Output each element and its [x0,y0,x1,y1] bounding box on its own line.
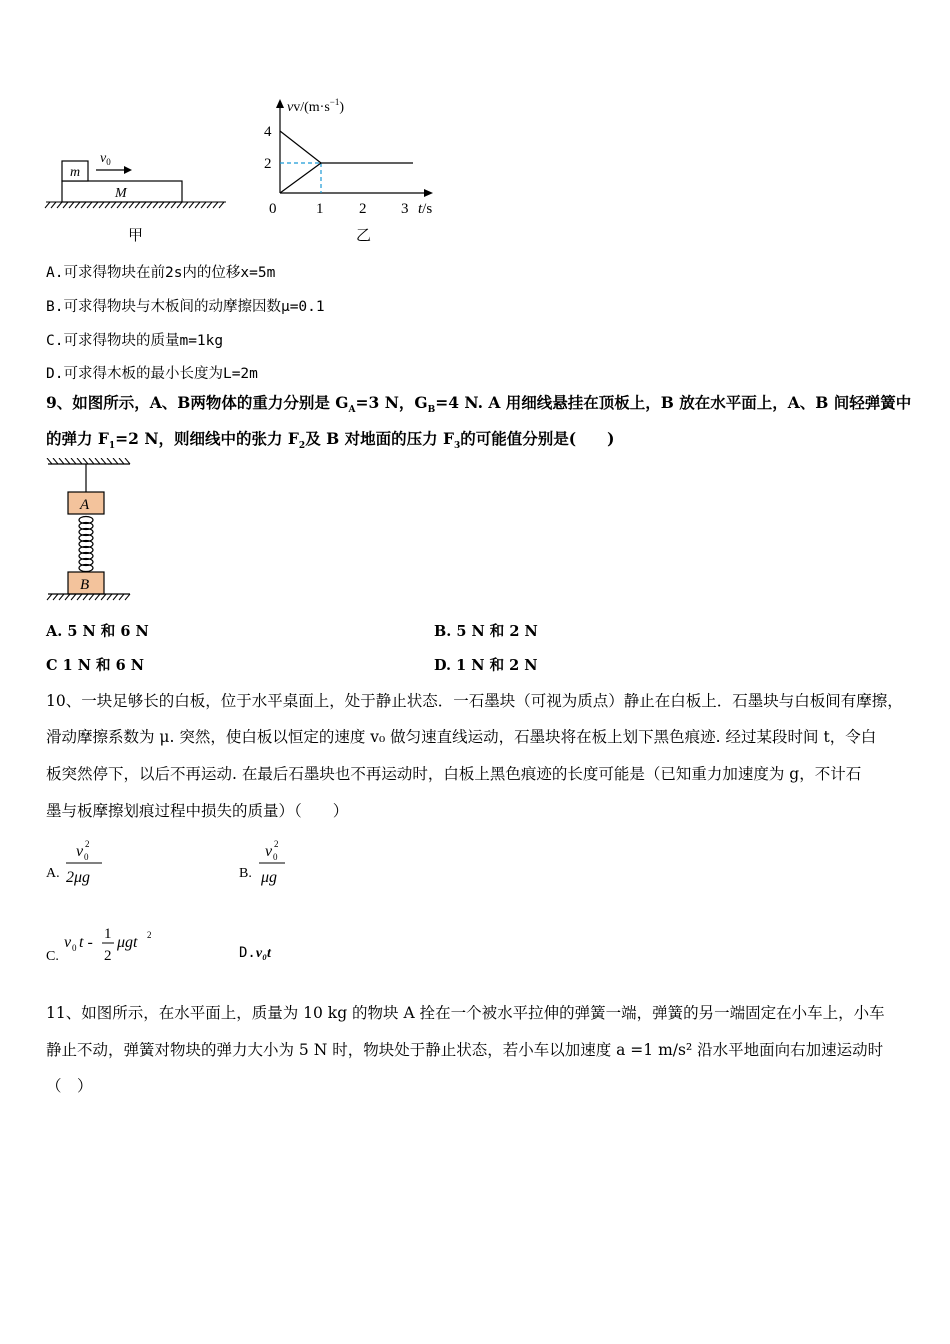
svg-text:C.: C. [46,949,59,964]
hatch-mark [81,202,86,208]
hatch-mark [117,202,122,208]
hatch-mark [113,458,118,464]
svg-text:v: v [265,843,273,860]
svg-text:2: 2 [274,839,279,849]
hatch-mark [113,594,118,600]
x-axis-arrow [424,189,433,197]
q10-option-d: D.v₀t [239,945,271,961]
q10-line4: 墨与板摩擦划痕过程中损失的质量）（ ） [46,802,349,820]
hatch-mark [105,202,110,208]
figure-jia [40,140,240,245]
velocity-arrow-head [124,166,132,174]
q9-option-c: C 1 N 和 6 N [46,657,144,674]
hatch-mark [159,202,164,208]
xtick-1: 1 [316,201,324,217]
hatch-mark [75,202,80,208]
hatch-mark [129,202,134,208]
ytick-2: 2 [264,156,272,172]
spring-coil [79,517,93,572]
hatch-mark [53,594,58,600]
hatch-mark [107,594,112,600]
svg-text:μg: μg [261,869,278,886]
hatch-mark [63,202,68,208]
caption-yi: 乙 [356,228,372,244]
hatch-mark [119,458,124,464]
hatch-mark [65,594,70,600]
hatch-mark [65,458,70,464]
hatch-mark [123,202,128,208]
hatch-mark [47,594,52,600]
q10-option-c [44,920,174,970]
hatch-mark [135,202,140,208]
y-axis-label: $vv/(m\cdot s^{-1})$ [287,97,345,115]
hatch-mark [77,594,82,600]
xtick-2: 2 [359,201,367,217]
hatch-mark [89,594,94,600]
q8-option-d: D.可求得木板的最小长度为L=2m [46,366,258,382]
svg-text:2μg: 2μg [66,869,91,886]
ground-hatch [45,202,226,208]
svg-text:2: 2 [104,948,112,964]
q9-option-d: D. 1 N 和 2 N [434,657,538,674]
hatch-mark [107,458,112,464]
line-block [280,131,321,163]
q8-option-c: C.可求得物块的质量m=1kg [46,333,224,349]
hatch-mark [183,202,188,208]
svg-text:B.: B. [239,866,252,881]
svg-text:2: 2 [147,930,152,940]
hatch-mark [207,202,212,208]
hatch-mark [101,458,106,464]
label-v0: $v_0$ [100,151,111,167]
svg-text:μgt: μgt [117,934,138,951]
q10-option-a [44,832,114,892]
hatch-mark [195,202,200,208]
svg-text:v: v [64,934,72,951]
svg-text:A: A [80,497,90,513]
label-m: m [70,165,81,180]
hatch-mark [71,594,76,600]
q9-stem-line1: 9、如图所示，A、B两物体的重力分别是 $G_A=3$ N，$G_B=4$ N. A 用细线悬挂在顶板上，B 放在水平面上，A、B 间轻弹簧中 [46,393,912,416]
hatch-mark [59,594,64,600]
hatch-mark [101,594,106,600]
hatch-mark [219,202,224,208]
hatch-mark [201,202,206,208]
q9-stem-line2: 的弹力 $F_1=2$ N，则细线中的张力 $F_2$及 B 对地面的压力 $F_3$的可能值分别是( ) [46,429,615,452]
hatch-mark [71,458,76,464]
hatch-mark [189,202,194,208]
y-axis-arrow [276,99,284,108]
hatch-mark [59,458,64,464]
label-M: M [115,186,127,201]
q11-line3: （ ） [46,1077,93,1095]
hatch-mark [89,458,94,464]
hatch-mark [95,458,100,464]
hatch-mark [165,202,170,208]
q10-option-b [237,832,307,892]
line-board [280,163,413,193]
ytick-4: 4 [264,124,272,140]
hatch-mark [125,594,130,600]
q9-option-a: A. 5 N 和 6 N [46,623,149,640]
hatch-mark [141,202,146,208]
x-axis-label: t/s [418,201,433,217]
hatch-mark [47,458,52,464]
hatch-mark [77,458,82,464]
figure-yi [255,95,455,245]
hatch-mark [119,594,124,600]
hatch-mark [45,202,50,208]
svg-text:0: 0 [72,943,77,953]
svg-text:0: 0 [273,852,278,862]
xtick-3: 3 [401,201,409,217]
svg-text:v: v [76,843,84,860]
figure-spring [44,458,136,608]
hatch-mark [213,202,218,208]
svg-text:t -: t - [79,934,93,951]
hatch-mark [171,202,176,208]
hatch-mark [125,458,130,464]
svg-text:0: 0 [84,852,89,862]
caption-jia: 甲 [128,228,144,244]
hatch-mark [177,202,182,208]
q11-line1: 11、如图所示，在水平面上，质量为 10 kg 的物块 A 拴在一个被水平拉伸的弹簧一端，弹簧的另一端固定在小车上，小车 [46,1004,885,1022]
q9-option-b: B. 5 N 和 2 N [434,623,538,640]
hatch-mark [87,202,92,208]
hatch-mark [57,202,62,208]
hatch-mark [69,202,74,208]
hatch-mark [53,458,58,464]
hatch-mark [147,202,152,208]
q10-line1: 10、一块足够长的白板，位于水平桌面上，处于静止状态．一石墨块（可视为质点）静止在白板上．石墨块与白板间有摩擦， [46,692,903,710]
hatch-mark [83,458,88,464]
hatch-mark [93,202,98,208]
xtick-0: 0 [269,201,277,217]
hatch-mark [51,202,56,208]
q11-line2: 静止不动，弹簧对物块的弹力大小为 5 N 时，物块处于静止状态，若小车以加速度 a =1 m/s² 沿水平地面向右加速运动时 [46,1041,884,1059]
hatch-mark [111,202,116,208]
hatch-mark [153,202,158,208]
hatch-mark [99,202,104,208]
hatch-mark [83,594,88,600]
q8-option-b: B.可求得物块与木板间的动摩擦因数μ=0.1 [46,299,325,315]
svg-text:1: 1 [104,926,112,942]
svg-text:A.: A. [46,866,60,881]
hatch-mark [95,594,100,600]
svg-text:2: 2 [85,839,90,849]
q10-line2: 滑动摩擦系数为 μ. 突然，使白板以恒定的速度 v₀ 做匀速直线运动，石墨块将在板上划下黑色痕迹. 经过某段时间 t，令白 [46,728,877,746]
q8-option-a: A.可求得物块在前2s内的位移x=5m [46,265,276,281]
svg-text:B: B [80,577,90,593]
q10-line3: 板突然停下，以后不再运动. 在最后石墨块也不再运动时，白板上黑色痕迹的长度可能是（已知重力加速度为 g，不计石 [46,765,862,783]
